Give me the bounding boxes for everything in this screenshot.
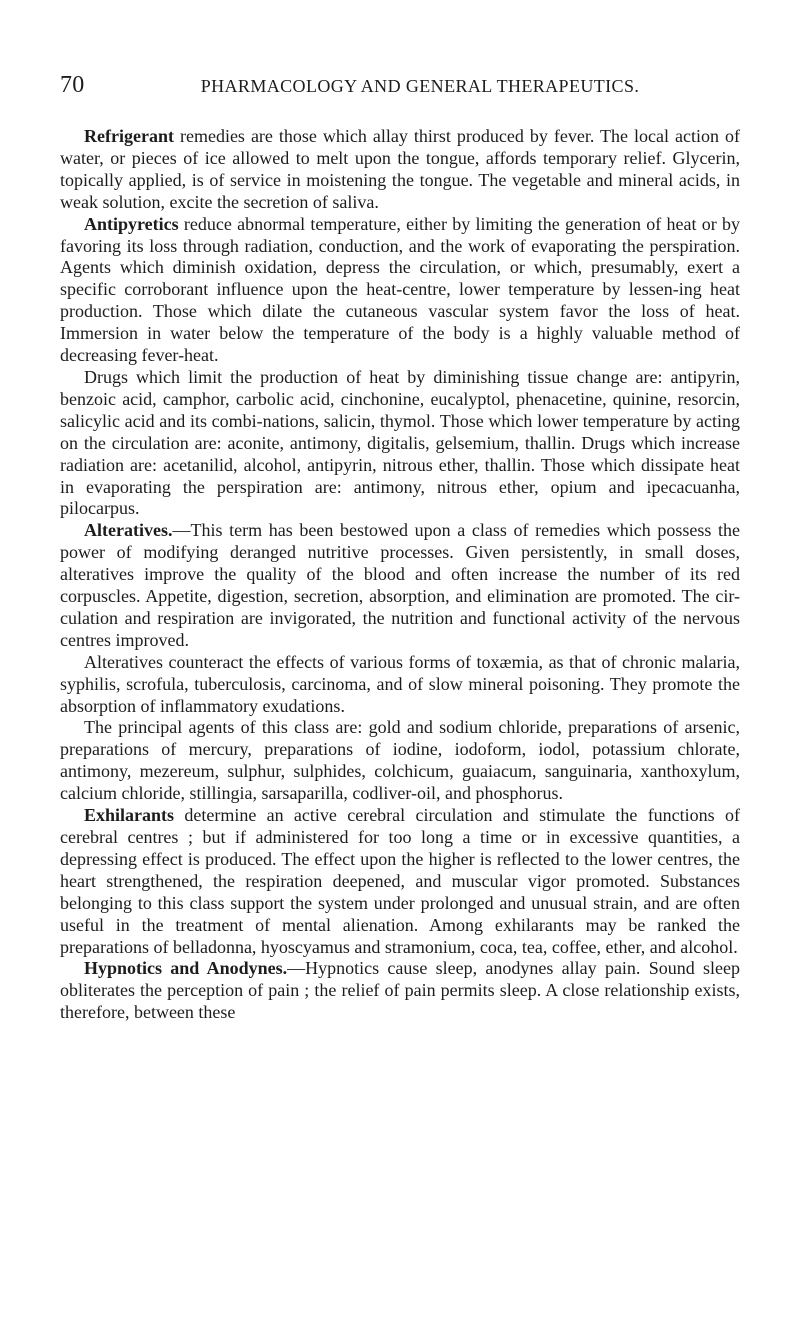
paragraph-alteratives-agents: [60, 717, 740, 805]
paragraph-text: reduce abnormal temperature, either by limiting the generation of heat or by favoring its loss through radiation, conduction, and the work of evaporating the perspiration. Agents which diminish oxidation, depress the circulation, or which, presumably, exert a specific corroborant influence upon the heat-centre, lower temperature by lessen-ing heat production. Those which dilate the cutaneous vascular system favor the loss of heat. Immersion in water below the temperature of the body is a highly valuable method of decreasing fever-heat.: [60, 213, 740, 366]
paragraph-text: —This term has been bestowed upon a class of remedies which possess the power of modifying deranged nutritive processes. Given persistently, in small doses, alteratives improve the quality of the blood and often increase the number of its red corpuscles. Appetite, digestion, secretion, absorption, and elimination are promoted. The cir-culation and respiration are invigorated, the nutrition and functional activity of the nervous centres improved.: [60, 520, 740, 650]
paragraph-text: —Hypnotics cause sleep, anodynes allay pain. Sound sleep obliterates the perception of pain ; the relief of pain permits sleep. A close relationship exists, therefore, between these: [60, 958, 740, 1023]
paragraph-alteratives-effects: [60, 652, 740, 718]
term-exhilarants: Exhilarants: [84, 805, 175, 826]
term-alteratives: Alteratives.: [84, 520, 173, 541]
paragraph-refrigerant: [60, 126, 740, 214]
term-refrigerant: Refrigerant: [84, 126, 174, 146]
page-number: 70: [60, 72, 85, 98]
paragraph-alteratives: [60, 520, 740, 651]
paragraph-text: determine an active cerebral circulation and stimulate the functions of cerebral centres ; but if administered for too long a time or in excessive quantities, a depressing effect is produced. The effect upon the higher is reflected to the lower centres, the heart strengthened, the respiration deepened, and muscular vigor promoted. Substances belonging to this class support the system under prolonged and unusual strain, and are often useful in the treatment of mental alienation. Among exhilarants may be ranked the preparations of belladonna, hyoscyamus and stramonium, coca, tea, coffee, ether, and alcohol.: [60, 805, 740, 957]
body-text: [60, 126, 740, 1024]
book-page: [60, 72, 740, 1024]
running-title: PHARMACOLOGY AND GENERAL THERAPEUTICS.: [200, 76, 640, 96]
paragraph-text: The principal agents of this class are: gold and sodium chloride, preparations of arsenic, preparations of mercury, preparations of iodine, iodoform, iodol, potassium chlorate, antimony, mezereum, sulphur, sulphides, colchicum, guaiacum, sanguinaria, xanthoxylum, calcium chloride, stillingia, sarsaparilla, codliver-oil, and phosphorus.: [60, 717, 740, 804]
paragraph-text: Alteratives counteract the effects of various forms of toxæmia, as that of chronic malaria, syphilis, scrofula, tuberculosis, carcinoma, and of slow mineral poisoning. They promote the absorption of inflammatory exudations.: [60, 651, 740, 716]
paragraph-text: remedies are those which allay thirst produced by fever. The local action of water, or pieces of ice allowed to melt upon the tongue, affords temporary relief. Glycerin, topically applied, is of service in moistening the tongue. The vegetable and mineral acids, in weak solution, excite the secretion of saliva.: [60, 126, 740, 212]
paragraph-exhilarants: [60, 805, 740, 958]
paragraph-text: Drugs which limit the production of heat by diminishing tissue change are: antipyrin, benzoic acid, camphor, carbolic acid, cinchonine, eucalyptol, phenacetine, quinine, resorcin, salicylic acid and its combi-nations, salicin, thymol. Those which lower temperature by acting on the circulation are: aconite, antimony, digitalis, gelsemium, thallin. Drugs which increase radiation are: acetanilid, alcohol, antipyrin, nitrous ether, thallin. Those which dissipate heat in evaporating the perspiration are: antimony, nitrous ether, opium and ipecacuanha, pilocarpus.: [60, 366, 740, 519]
paragraph-hypnotics: [60, 958, 740, 1024]
running-head: [60, 72, 740, 112]
paragraph-antipyretics: [60, 214, 740, 367]
term-hypnotics-anodynes: Hypnotics and Anodynes.: [84, 958, 288, 979]
paragraph-antipyretic-drugs: [60, 367, 740, 520]
term-antipyretics: Antipyretics: [84, 213, 179, 234]
